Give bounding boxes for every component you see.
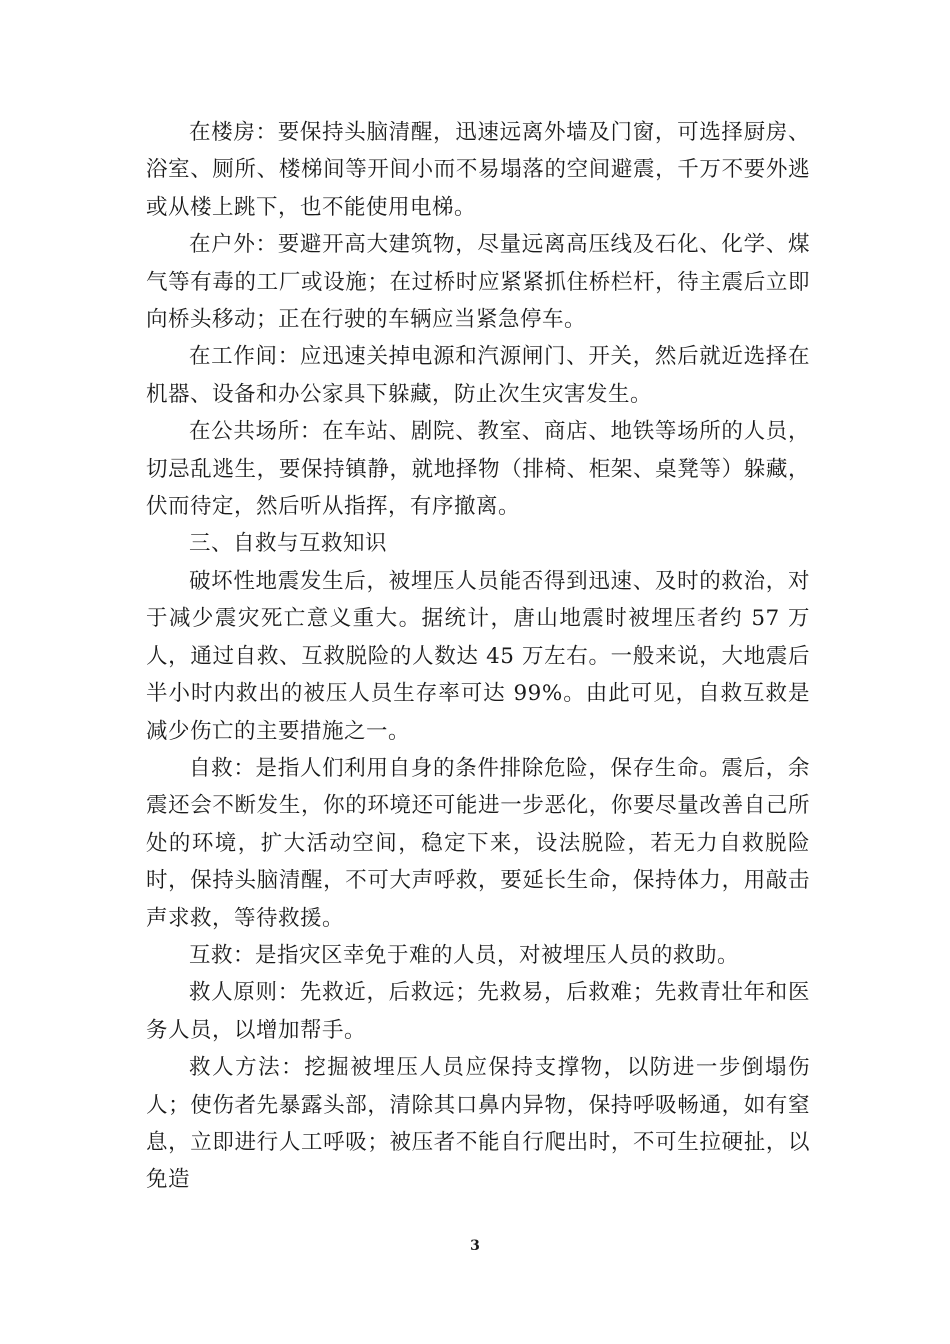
paragraph-rescue-principles: 救人原则：先救近，后救远；先救易，后救难；先救青壮年和医务人员，以增加帮手。: [146, 980, 810, 1043]
section-heading: 三、自救与互救知识: [189, 531, 388, 557]
paragraph-outdoor: 在户外：要避开高大建筑物，尽量远离高压线及石化、化学、煤气等有毒的工厂或设施；在过桥时应紧紧抓住桥栏杆，待主震后立即向桥头移动；正在行驶的车辆应当紧急停车。: [146, 232, 810, 333]
paragraph-building: 在楼房：要保持头脑清醒，迅速远离外墙及门窗，可选择厨房、浴室、厕所、楼梯间等开间小而不易塌落的空间避震，千万不要外逃或从楼上跳下，也不能使用电梯。: [146, 120, 810, 220]
paragraph-rescue-importance: 破坏性地震发生后，被埋压人员能否得到迅速、及时的救治，对于减少震灾死亡意义重大。据统计，唐山地震时被埋压者约 57 万人，通过自救、互救脱险的人数达 45 万左右。一般来说，大地震后半小时内救出的被压人员生存率可达 99%。由此可见，自救互救是减少伤亡的主要措施之一。: [146, 568, 810, 744]
body-text: [146, 114, 810, 1199]
paragraph-workplace: 在工作间：应迅速关掉电源和汽源闸门、开关，然后就近选择在机器、设备和办公家具下躲藏，防止次生灾害发生。: [146, 344, 810, 407]
paragraph-self-rescue: 自救：是指人们利用自身的条件排除危险，保存生命。震后，余震还会不断发生，你的环境还可能进一步恶化，你要尽量改善自己所处的环境，扩大活动空间，稳定下来，设法脱险，若无力自救脱险时，保持头脑清醒，不可大声呼救，要延长生命，保持体力，用敲击声求救，等待救援。: [146, 755, 810, 931]
paragraph-rescue-methods: 救人方法：挖掘被埋压人员应保持支撑物，以防进一步倒塌伤人；使伤者先暴露头部，清除其口鼻内异物，保持呼吸畅通，如有窒息，立即进行人工呼吸；被压者不能自行爬出时，不可生拉硬扯，以免造: [146, 1055, 810, 1193]
paragraph-mutual-rescue: 互救：是指灾区幸免于难的人员，对被埋压人员的救助。: [189, 942, 740, 968]
paragraph-public-place: 在公共场所：在车站、剧院、教室、商店、地铁等场所的人员，切忌乱逃生，要保持镇静，就地择物（排椅、柜架、桌凳等）躲藏，伏而待定，然后听从指挥，有序撤离。: [146, 419, 810, 520]
page-number: 3: [470, 1238, 480, 1254]
